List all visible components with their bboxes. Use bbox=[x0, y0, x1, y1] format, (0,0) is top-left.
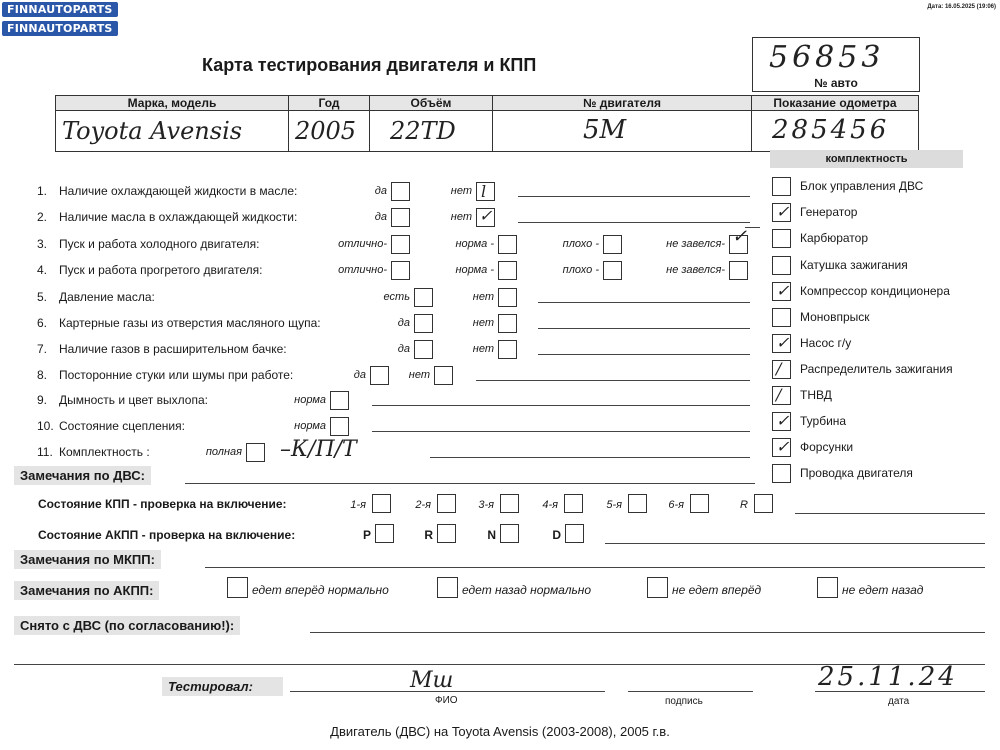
option-label: плохо - bbox=[562, 238, 599, 250]
komplektnost-checkbox[interactable] bbox=[772, 256, 791, 275]
option-label: нет bbox=[450, 185, 472, 197]
section-akpp-remarks: Замечания по АКПП: bbox=[14, 581, 159, 600]
komplektnost-item-label: Катушка зажигания bbox=[800, 258, 908, 272]
option-label: есть bbox=[383, 291, 410, 303]
gear-label: 3-я bbox=[478, 499, 494, 511]
option-label: нет bbox=[472, 343, 494, 355]
option-checkbox[interactable] bbox=[603, 235, 622, 254]
komplektnost-checkbox[interactable] bbox=[772, 360, 791, 379]
mkpp-line bbox=[205, 567, 985, 568]
option-checkbox[interactable] bbox=[391, 261, 410, 280]
finnautoparts-logo-2: FINNAUTOPARTS bbox=[2, 21, 118, 36]
question-number: 11. bbox=[37, 445, 53, 459]
volume-value: 22TD bbox=[390, 117, 456, 145]
car-number-box bbox=[752, 37, 920, 92]
option-checkbox[interactable] bbox=[729, 261, 748, 280]
akpp-remark-label: не едет вперёд bbox=[672, 583, 762, 597]
sign-label: подпись bbox=[665, 696, 703, 707]
akpp-remark-checkbox[interactable] bbox=[437, 577, 458, 598]
date-stamp: Дата: 16.05.2025 (19:06) bbox=[927, 4, 996, 10]
q3-mark: ✓ bbox=[732, 226, 748, 247]
option-label: нет bbox=[408, 369, 430, 381]
dvs-remarks-line bbox=[185, 483, 755, 484]
option-label: не завелся- bbox=[666, 238, 725, 250]
komplektnost-checkbox[interactable] bbox=[772, 229, 791, 248]
answer-line bbox=[518, 222, 750, 223]
column-header-engine-number: № двигателя bbox=[493, 96, 751, 110]
option-checkbox[interactable] bbox=[391, 182, 410, 201]
question-text: Состояние сцепления: bbox=[59, 419, 185, 433]
date-label: дата bbox=[888, 696, 910, 707]
option-label: норма bbox=[294, 420, 326, 432]
question-number: 9. bbox=[37, 393, 48, 407]
answer-line bbox=[372, 431, 750, 432]
komplektnost-item-label: Компрессор кондиционера bbox=[800, 284, 950, 298]
gear-label: 2-я bbox=[415, 499, 431, 511]
question-text: Пуск и работа холодного двигателя: bbox=[59, 237, 260, 251]
tested-by-label: Тестировал: bbox=[162, 677, 283, 696]
gear-checkbox[interactable] bbox=[564, 494, 583, 513]
check-mark: / bbox=[776, 359, 782, 378]
option-checkbox[interactable] bbox=[498, 235, 517, 254]
option-checkbox[interactable] bbox=[414, 340, 433, 359]
question-number: 7. bbox=[37, 342, 48, 356]
komplektnost-item-label: Проводка двигателя bbox=[800, 466, 913, 480]
gear-label: 1-я bbox=[350, 499, 366, 511]
akpp-position-checkbox[interactable] bbox=[500, 524, 519, 543]
question-text: Наличие газов в расширительном бачке: bbox=[59, 342, 287, 356]
option-checkbox[interactable] bbox=[498, 288, 517, 307]
question-text: Наличие масла в охлаждающей жидкости: bbox=[59, 210, 298, 224]
question-number: 5. bbox=[37, 290, 48, 304]
gear-checkbox[interactable] bbox=[628, 494, 647, 513]
akpp-position-label: D bbox=[552, 528, 561, 542]
removed-line bbox=[310, 632, 985, 633]
option-label: норма bbox=[294, 394, 326, 406]
akpp-state-text: Состояние АКПП - проверка на включение: bbox=[38, 528, 296, 542]
year-value: 2005 bbox=[295, 117, 357, 145]
komplektnost-item-label: ТНВД bbox=[800, 388, 832, 402]
gear-label: R bbox=[740, 499, 748, 511]
kpp-line bbox=[795, 513, 985, 514]
option-label: да bbox=[353, 369, 366, 381]
car-number-value: 56853 bbox=[769, 40, 885, 75]
akpp-position-checkbox[interactable] bbox=[437, 524, 456, 543]
komplektnost-item-label: Генератор bbox=[800, 205, 858, 219]
option-checkbox[interactable] bbox=[414, 314, 433, 333]
column-header-model: Марка, модель bbox=[56, 96, 288, 110]
option-checkbox[interactable] bbox=[498, 340, 517, 359]
answer-line bbox=[538, 302, 750, 303]
model-value: Toyota Avensis bbox=[62, 117, 243, 145]
kpp-state-text: Состояние КПП - проверка на включение: bbox=[38, 497, 287, 511]
section-mkpp-remarks: Замечания по МКПП: bbox=[14, 550, 161, 569]
option-label: полная bbox=[205, 446, 242, 458]
akpp-position-label: P bbox=[362, 528, 371, 542]
q1-mark: l bbox=[481, 182, 487, 201]
question-number: 4. bbox=[37, 263, 48, 277]
komplektnost-item-label: Блок управления ДВС bbox=[800, 179, 924, 193]
section-removed: Снято с ДВС (по согласованию!): bbox=[14, 616, 240, 635]
gear-checkbox[interactable] bbox=[690, 494, 709, 513]
komplektnost-checkbox[interactable] bbox=[772, 177, 791, 196]
option-label: да bbox=[397, 317, 410, 329]
gear-checkbox[interactable] bbox=[500, 494, 519, 513]
column-header-odometer: Показание одометра bbox=[752, 96, 918, 110]
option-label: отлично- bbox=[338, 264, 387, 276]
kpp-state-label bbox=[38, 497, 287, 511]
form-title: Карта тестирования двигателя и КПП bbox=[202, 55, 537, 75]
option-checkbox[interactable] bbox=[498, 261, 517, 280]
answer-line bbox=[430, 457, 750, 458]
answer-line bbox=[538, 328, 750, 329]
answer-line bbox=[518, 196, 750, 197]
option-label: нет bbox=[450, 211, 472, 223]
option-checkbox[interactable] bbox=[330, 417, 349, 436]
komplektnost-header: комплектность bbox=[770, 150, 963, 168]
question-text: Давление масла: bbox=[59, 290, 155, 304]
komplektnost-item-label: Форсунки bbox=[800, 440, 854, 454]
komplektnost-item-label: Моновпрыск bbox=[800, 310, 870, 324]
option-checkbox[interactable] bbox=[391, 208, 410, 227]
page-caption: Двигатель (ДВС) на Toyota Avensis (2003-2008), 2005 г.в. bbox=[330, 724, 670, 739]
gear-label: 5-я bbox=[606, 499, 622, 511]
option-label: норма - bbox=[455, 264, 494, 276]
vehicle-header-table bbox=[55, 95, 919, 152]
odometer-value: 285456 bbox=[772, 115, 890, 145]
gear-checkbox[interactable] bbox=[372, 494, 391, 513]
answer-line bbox=[538, 354, 750, 355]
akpp-remark-checkbox[interactable] bbox=[227, 577, 248, 598]
option-checkbox[interactable] bbox=[434, 366, 453, 385]
option-checkbox[interactable] bbox=[603, 261, 622, 280]
option-checkbox[interactable] bbox=[246, 443, 265, 462]
q11-note: –К/П/Т bbox=[280, 437, 357, 462]
car-number-label: № авто bbox=[814, 76, 858, 90]
sign-line bbox=[628, 691, 753, 692]
komplektnost-checkbox[interactable] bbox=[772, 464, 791, 483]
q3-line-start bbox=[745, 227, 760, 228]
check-mark: ✓ bbox=[776, 202, 790, 221]
option-checkbox[interactable] bbox=[330, 391, 349, 410]
akpp-position-label: N bbox=[487, 528, 496, 542]
akpp-remark-checkbox[interactable] bbox=[817, 577, 838, 598]
answer-line bbox=[476, 380, 750, 381]
gear-label: 4-я bbox=[542, 499, 558, 511]
signature-fio: Мш bbox=[410, 668, 454, 693]
option-label: нет bbox=[472, 291, 494, 303]
option-label: да bbox=[374, 211, 387, 223]
gear-label: 6-я bbox=[668, 499, 684, 511]
komplektnost-checkbox[interactable] bbox=[772, 308, 791, 327]
engine-number-value: 5M bbox=[583, 115, 627, 145]
check-mark: ✓ bbox=[776, 437, 790, 456]
question-number: 2. bbox=[37, 210, 48, 224]
akpp-position-checkbox[interactable] bbox=[565, 524, 584, 543]
option-checkbox[interactable] bbox=[414, 288, 433, 307]
option-label: да bbox=[397, 343, 410, 355]
question-number: 3. bbox=[37, 237, 48, 251]
column-header-volume: Объём bbox=[370, 96, 492, 110]
akpp-remark-label: едет назад нормально bbox=[462, 583, 592, 597]
option-label: плохо - bbox=[562, 264, 599, 276]
question-text: Пуск и работа прогретого двигателя: bbox=[59, 263, 263, 277]
option-label: нет bbox=[472, 317, 494, 329]
question-number: 6. bbox=[37, 316, 48, 330]
komplektnost-item-label: Насос г/у bbox=[800, 336, 852, 350]
komplektnost-item-label: Карбюратор bbox=[800, 231, 869, 245]
komplektnost-item-label: Распределитель зажигания bbox=[800, 362, 953, 376]
akpp-position-label: R bbox=[424, 528, 433, 542]
fio-label: ФИО bbox=[435, 695, 458, 706]
akpp-position-checkbox[interactable] bbox=[375, 524, 394, 543]
section-dvs-remarks: Замечания по ДВС: bbox=[14, 466, 151, 485]
akpp-remark-label: не едет назад bbox=[842, 583, 924, 597]
q2-mark: ✓ bbox=[479, 206, 493, 225]
option-label: норма - bbox=[455, 238, 494, 250]
komplektnost-item-label: Турбина bbox=[800, 414, 847, 428]
akpp-remark-checkbox[interactable] bbox=[647, 577, 668, 598]
check-mark: ✓ bbox=[776, 411, 790, 430]
option-label: не завелся- bbox=[666, 264, 725, 276]
option-label: отлично- bbox=[338, 238, 387, 250]
option-label: да bbox=[374, 185, 387, 197]
question-text: Картерные газы из отверстия масляного щупа: bbox=[59, 316, 321, 330]
question-text: Наличие охлаждающей жидкости в масле: bbox=[59, 184, 298, 198]
question-text: Комплектность : bbox=[59, 445, 150, 459]
question-text: Посторонние стуки или шумы при работе: bbox=[59, 368, 294, 382]
question-number: 1. bbox=[37, 184, 48, 198]
check-mark: ✓ bbox=[776, 333, 790, 352]
option-checkbox[interactable] bbox=[498, 314, 517, 333]
column-header-year: Год bbox=[289, 96, 369, 110]
akpp-state-line bbox=[605, 543, 985, 544]
gear-checkbox[interactable] bbox=[437, 494, 456, 513]
question-number: 10. bbox=[37, 419, 54, 433]
question-text: Дымность и цвет выхлопа: bbox=[59, 393, 208, 407]
akpp-remark-label: едет вперёд нормально bbox=[252, 583, 389, 597]
option-checkbox[interactable] bbox=[370, 366, 389, 385]
komplektnost-checkbox[interactable] bbox=[772, 386, 791, 405]
answer-line bbox=[372, 405, 750, 406]
gear-checkbox[interactable] bbox=[754, 494, 773, 513]
option-checkbox[interactable] bbox=[391, 235, 410, 254]
check-mark: / bbox=[776, 385, 782, 404]
check-mark: ✓ bbox=[776, 281, 790, 300]
akpp-state-label bbox=[38, 528, 295, 542]
signature-date: 25.11.24 bbox=[818, 662, 958, 692]
finnautoparts-logo: FINNAUTOPARTS bbox=[2, 2, 118, 17]
question-number: 8. bbox=[37, 368, 48, 382]
